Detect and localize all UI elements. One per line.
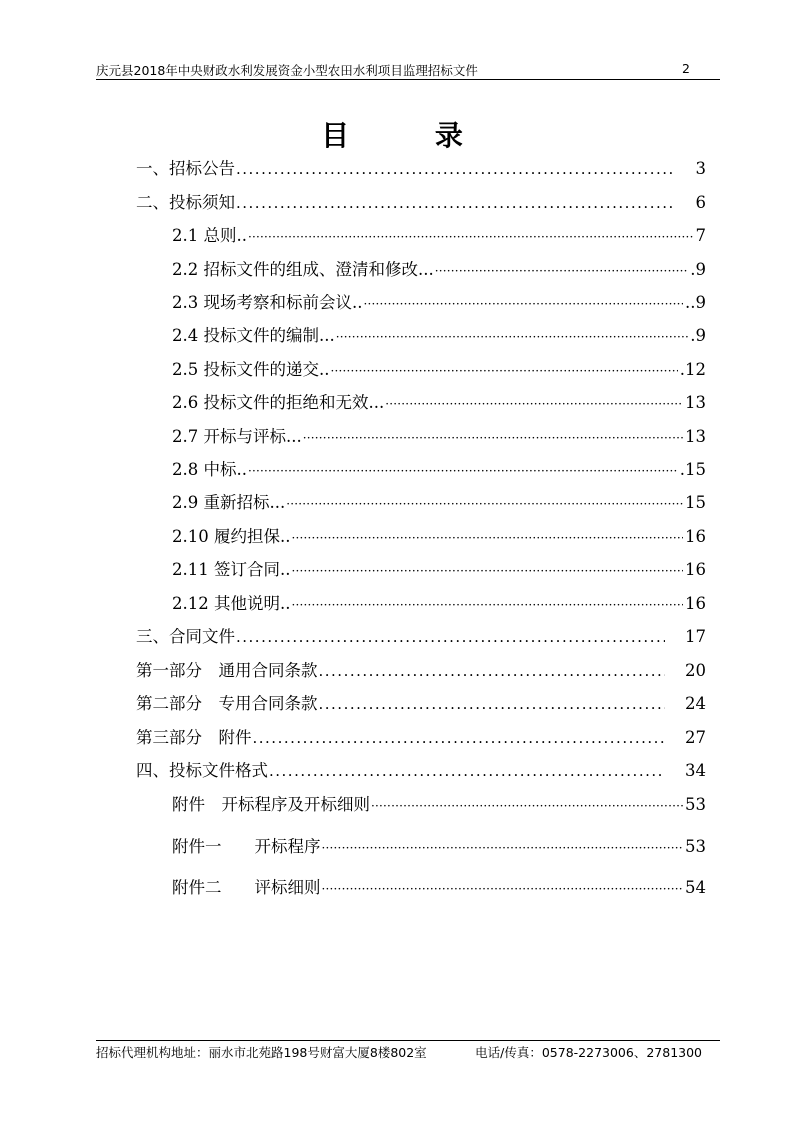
- toc-entry[interactable]: [172, 356, 706, 378]
- toc-entry-label: 2.4 投标文件的编制...: [172, 326, 335, 344]
- toc-entry-label: 三、合同文件: [136, 627, 235, 645]
- toc-entry[interactable]: [136, 757, 706, 779]
- toc-entry-label: 附件二 评标细则: [172, 878, 321, 896]
- toc-entry[interactable]: [136, 155, 706, 177]
- agency-phone: 电话/传真：0578-2273006、2781300: [475, 1045, 702, 1060]
- toc-leader: [248, 464, 678, 478]
- toc-entry-label: 第二部分 专用合同条款: [136, 694, 318, 712]
- document-title: 庆元县2018年中央财政水利发展资金小型农田水利项目监理招标文件: [96, 63, 478, 78]
- toc-entry-page: .15: [679, 460, 706, 478]
- toc-entry-label: 2.2 招标文件的组成、澄清和修改...: [172, 260, 434, 278]
- toc-entry-label: 2.9 重新招标...: [172, 493, 286, 511]
- toc-entry[interactable]: [172, 874, 706, 896]
- toc-leader: [319, 695, 666, 712]
- toc-entry-page: 3: [695, 159, 706, 177]
- toc-entry-page: 13: [685, 393, 706, 411]
- toc-entry-page: 17: [685, 627, 706, 645]
- toc-entry-page: .9: [690, 326, 706, 344]
- toc-leader: [253, 729, 666, 746]
- toc-heading: 目 录: [321, 119, 501, 152]
- toc-leader: [236, 628, 665, 645]
- toc-leader: [336, 330, 689, 344]
- toc-entry[interactable]: [172, 489, 706, 511]
- toc-leader: [291, 598, 683, 612]
- toc-entry-label: 2.8 中标..: [172, 460, 247, 478]
- toc-leader: [286, 497, 683, 511]
- header-divider: [96, 79, 720, 80]
- toc-entry[interactable]: [172, 456, 706, 478]
- toc-entry[interactable]: [172, 556, 706, 578]
- toc-leader: [435, 264, 689, 278]
- toc-entry-page: 16: [685, 560, 706, 578]
- toc-leader: [236, 194, 676, 211]
- toc-entry-page: 20: [685, 661, 706, 679]
- page-header: [96, 61, 720, 79]
- toc-leader: [322, 882, 684, 896]
- toc-leader: [236, 160, 676, 177]
- toc-entry-label: 二、投标须知: [136, 193, 235, 211]
- toc-leader: [371, 799, 683, 813]
- toc-entry-page: 7: [695, 226, 706, 244]
- toc-entry-label: 2.10 履约担保..: [172, 527, 291, 545]
- toc-entry-label: 附件一 开标程序: [172, 837, 321, 855]
- toc-leader: [269, 762, 665, 779]
- toc-entry-label: 四、投标文件格式: [136, 761, 268, 779]
- toc-entry-label: 2.12 其他说明..: [172, 594, 291, 612]
- toc-entry[interactable]: [172, 222, 706, 244]
- toc-entry-label: 第三部分 附件: [136, 728, 252, 746]
- toc-leader: [322, 841, 684, 855]
- toc-leader: [385, 397, 683, 411]
- toc-entry-page: 53: [685, 795, 706, 813]
- toc-entry-page: 34: [685, 761, 706, 779]
- toc-leader: [291, 564, 683, 578]
- toc-entry-page: 16: [685, 527, 706, 545]
- toc-entry[interactable]: [136, 690, 706, 712]
- toc-entry-page: .12: [679, 360, 706, 378]
- toc-entry-label: 2.7 开标与评标...: [172, 427, 302, 445]
- toc-entry-label: 第一部分 通用合同条款: [136, 661, 318, 679]
- toc-entry-page: 24: [685, 694, 706, 712]
- footer-divider: [96, 1040, 720, 1041]
- toc-entry-label: 2.3 现场考察和标前会议..: [172, 293, 363, 311]
- toc-entry[interactable]: [172, 423, 706, 445]
- toc-leader: [248, 230, 694, 244]
- toc-entry[interactable]: [172, 523, 706, 545]
- toc-entry[interactable]: [136, 724, 706, 746]
- toc-entry[interactable]: [136, 189, 706, 211]
- toc-entry-page: 53: [685, 837, 706, 855]
- toc-entry[interactable]: [172, 289, 706, 311]
- toc-entry-label: 2.1 总则..: [172, 226, 247, 244]
- toc-entry[interactable]: [172, 389, 706, 411]
- toc-entry-label: 2.11 签订合同..: [172, 560, 291, 578]
- toc-entry-page: 13: [685, 427, 706, 445]
- toc-entry-page: 6: [695, 193, 706, 211]
- toc-entry[interactable]: [172, 791, 706, 813]
- toc-leader: [319, 662, 666, 679]
- toc-entry-page: 16: [685, 594, 706, 612]
- page-number: 2: [682, 61, 690, 76]
- toc-entry-label: 一、招标公告: [136, 159, 235, 177]
- toc-entry[interactable]: [136, 657, 706, 679]
- toc-leader: [330, 364, 677, 378]
- toc-entry[interactable]: [172, 322, 706, 344]
- toc-entry[interactable]: [172, 833, 706, 855]
- toc-leader: [303, 431, 683, 445]
- toc-entry-label: 2.6 投标文件的拒绝和无效...: [172, 393, 385, 411]
- toc-entry-page: ..9: [685, 293, 706, 311]
- toc-entry[interactable]: [172, 590, 706, 612]
- toc-entry-label: 附件 开标程序及开标细则: [172, 795, 370, 813]
- toc-entry-label: 2.5 投标文件的递交..: [172, 360, 330, 378]
- toc-entry-page: .9: [690, 260, 706, 278]
- toc-leader: [291, 531, 683, 545]
- agency-address: 招标代理机构地址：丽水市北苑路198号财富大厦8楼802室: [96, 1045, 427, 1060]
- toc-leader: [363, 297, 683, 311]
- toc-entry[interactable]: [172, 256, 706, 278]
- toc-entry-page: 27: [685, 728, 706, 746]
- toc-entry[interactable]: [136, 623, 706, 645]
- toc-entry-page: 15: [685, 493, 706, 511]
- toc-entry-page: 54: [685, 878, 706, 896]
